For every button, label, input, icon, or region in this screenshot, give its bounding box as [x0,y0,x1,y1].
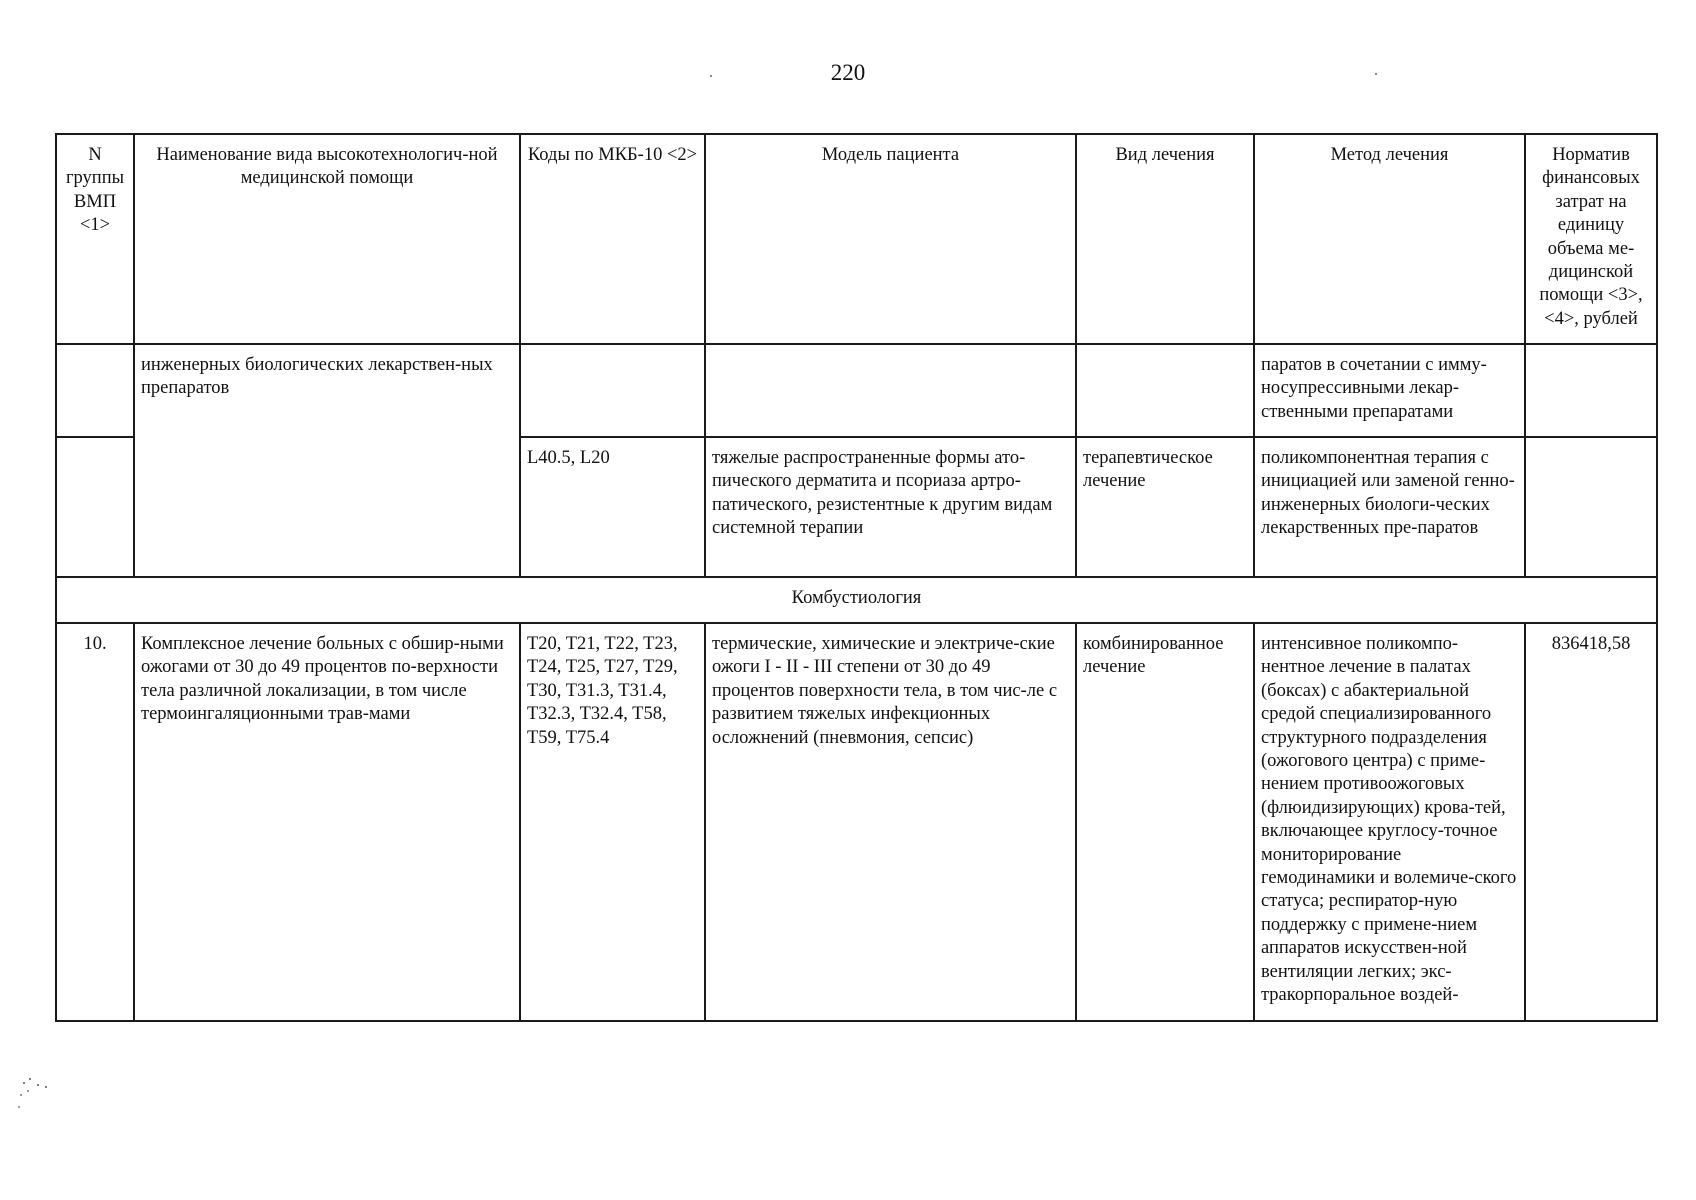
cell-group-number [56,344,134,437]
header-financial-norm: Норматив финансовых затрат на единицу объема ме-дицинской помощи <3>, <4>, рублей [1525,134,1657,344]
cell-care-type-name: Комплексное лечение больных с обшир-ными ожогами от 30 до 49 процентов по-верхности тела различной локализации, в том числе термоингаляционными трав-мами [134,623,520,1021]
cell-care-type-name: инженерных биологических лекарствен-ных препаратов [134,344,520,577]
header-group-number: N группы ВМП <1> [56,134,134,344]
cell-patient-model [705,344,1076,437]
table-header-row [56,134,1657,344]
section-row [56,577,1657,623]
cell-treatment-type: комбинированное лечение [1076,623,1254,1021]
scan-speck [710,75,712,77]
scan-speck [1375,73,1377,75]
section-title: Комбустиология [56,577,1657,623]
cell-treatment-method: поликомпонентная терапия с инициацией или заменой генно-инженерных биологи-ческих лекарственных пре-паратов [1254,437,1525,577]
cell-financial-norm [1525,344,1657,437]
table-row [56,344,1657,437]
header-patient-model: Модель пациента [705,134,1076,344]
cell-patient-model: термические, химические и электриче-ские ожоги I - II - III степени от 30 до 49 процентов поверхности тела, в том чис-ле с развитием тяжелых инфекционных осложнений (пневмония, сепсис) [705,623,1076,1021]
header-icd10-codes: Коды по МКБ-10 <2> [520,134,705,344]
cell-financial-norm [1525,437,1657,577]
cell-treatment-type [1076,344,1254,437]
header-treatment-method: Метод лечения [1254,134,1525,344]
cell-group-number [56,437,134,577]
cell-treatment-method: интенсивное поликомпо-нентное лечение в палатах (боксах) с абактериальной средой специализированного структурного подразделения (ожогового центра) с приме-нением противоожоговых (флюидизирующих) крова-тей, включающее круглосу-точное мониторирование гемодинамики и волемиче-ского статуса; респиратор-ную поддержку с примене-нием аппаратов искусствен-ной вентиляции легких; экс-тракорпоральное воздей- [1254,623,1525,1021]
cell-icd10-codes: T20, T21, T22, T23, T24, T25, T27, T29, T30, T31.3, T31.4, T32.3, T32.4, T58, T59, T75.4 [520,623,705,1021]
cell-group-number: 10. [56,623,134,1021]
cell-treatment-type: терапевтическое лечение [1076,437,1254,577]
vmp-table [55,133,1658,1022]
header-care-type-name: Наименование вида высокотехнологич-ной медицинской помощи [134,134,520,344]
cell-treatment-method: паратов в сочетании с имму-носупрессивными лекар-ственными препаратами [1254,344,1525,437]
cell-icd10-codes [520,344,705,437]
cell-icd10-codes: L40.5, L20 [520,437,705,577]
page-number: 220 [830,60,866,85]
cell-patient-model: тяжелые распространенные формы ато-пического дерматита и псориаза артро-патического, резистентные к другим видам системной терапии [705,437,1076,577]
table-row [56,623,1657,1021]
header-treatment-type: Вид лечения [1076,134,1254,344]
cell-financial-norm: 836418,58 [1525,623,1657,1021]
scan-noise-marks [16,1075,66,1115]
